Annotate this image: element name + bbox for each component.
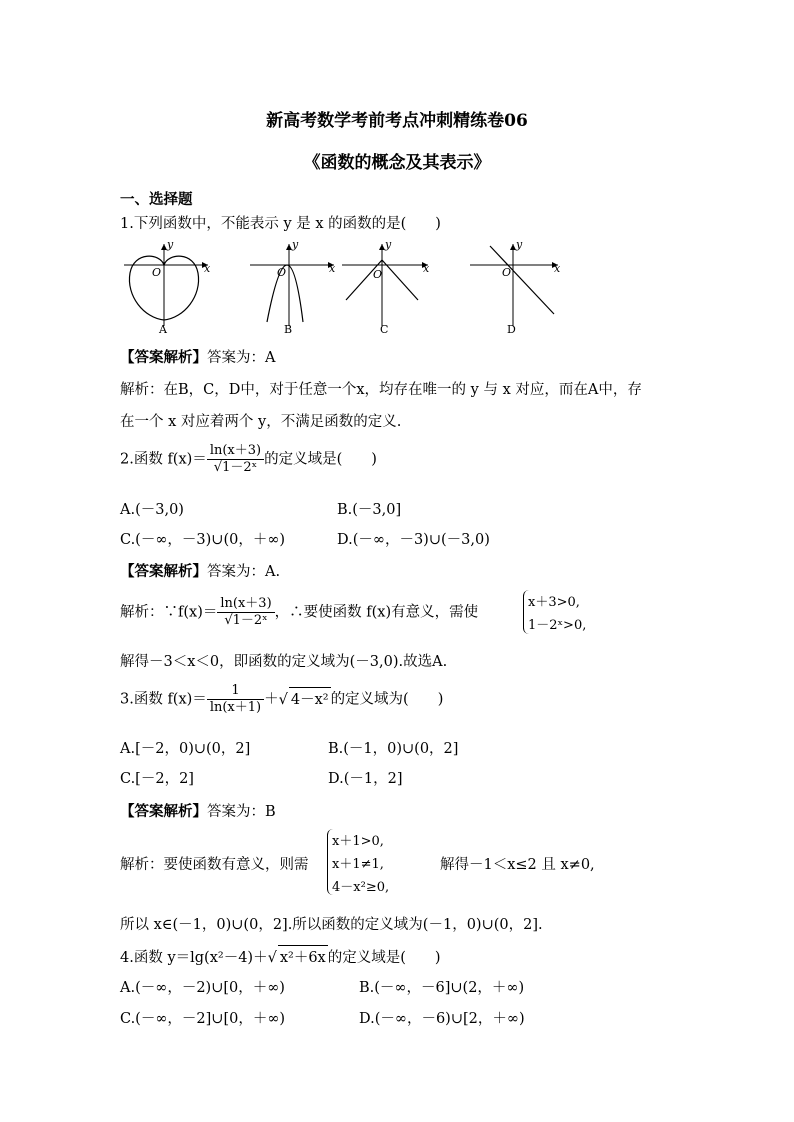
- q3-radicand: 4－x²: [289, 687, 331, 709]
- graph-c-x-label: x: [423, 262, 430, 275]
- q1-explanation-line2: 在一个 x 对应着两个 y，不满足函数的定义.: [120, 414, 402, 430]
- graph-d-origin: O: [502, 266, 512, 279]
- graph-d-label: D: [507, 323, 516, 336]
- q4-option-c: C.(－∞，－2]∪[0，＋∞): [120, 1011, 286, 1027]
- answer-text: 答案为：A.: [207, 564, 281, 580]
- q2-exp-denominator: √1－2ˣ: [217, 612, 274, 629]
- graph-c: [342, 244, 428, 326]
- q3-exp-post: 解得－1＜x≤2 且 x≠0,: [440, 857, 595, 873]
- q2-fraction: [207, 443, 264, 476]
- q2-exp-fraction: [217, 596, 274, 629]
- q2-stem-post: 的定义域是( ): [264, 451, 377, 468]
- graph-c-y-label: y: [385, 238, 392, 251]
- graph-b-x-label: x: [329, 262, 336, 275]
- q3-denominator: ln(x＋1): [207, 699, 264, 716]
- answer-tag: 【答案解析】: [120, 349, 207, 366]
- graph-d-x-label: x: [554, 262, 561, 275]
- q4-stem-post: 的定义域是( ): [327, 950, 441, 966]
- q3-option-a: A.[－2，0)∪(0，2]: [120, 741, 251, 757]
- q3-cond-1: x＋1>0,: [332, 834, 384, 849]
- q3-exp-pre: 解析：要使函数有意义，则需: [120, 857, 309, 873]
- graph-b-origin: O: [277, 266, 287, 279]
- graph-b-label: B: [284, 323, 293, 336]
- q3-answer: [120, 800, 276, 821]
- q2-option-c: C.(－∞，－3)∪(0，＋∞): [120, 532, 286, 548]
- q4-radicand: x²＋6x: [278, 945, 328, 967]
- q2-option-d: D.(－∞，－3)∪(－3,0): [337, 532, 490, 548]
- q1-answer: [120, 346, 275, 367]
- q3-stem: [120, 683, 443, 716]
- q2-stem: [120, 443, 377, 476]
- q3-option-d: D.(－1，2]: [328, 771, 403, 787]
- q4-stem: [120, 945, 441, 967]
- q2-cond-2: 1－2ˣ>0,: [528, 618, 587, 633]
- q3-fraction: [207, 683, 264, 716]
- q3-radical: √ 4－x²: [279, 692, 331, 708]
- graph-a-y-label: y: [167, 238, 174, 251]
- q2-exp-mid: ，∴要使函数 f(x)有意义，需使: [274, 604, 479, 621]
- section-heading: 一、选择题: [120, 191, 193, 208]
- q2-cond-1: x＋3>0,: [528, 595, 580, 610]
- q3-cond-3: 4－x²≥0,: [332, 880, 390, 895]
- graph-b-y-label: y: [292, 238, 299, 251]
- answer-tag: 【答案解析】: [120, 803, 207, 820]
- q4-radical: √ x²＋6x: [268, 950, 328, 966]
- q2-explanation-line1: [120, 596, 478, 629]
- q3-plus: ＋: [264, 691, 279, 708]
- q4-option-b: B.(－∞，－6]∪(2，＋∞): [359, 980, 525, 996]
- q4-option-d: D.(－∞，－6)∪[2，＋∞): [359, 1011, 525, 1027]
- graph-d: [470, 244, 558, 326]
- answer-text: 答案为：B: [207, 804, 276, 820]
- q1-stem: 1.下列函数中，不能表示 y 是 x 的函数的是( ): [120, 216, 441, 232]
- q3-option-c: C.[－2，2]: [120, 771, 194, 787]
- q1-explanation-line1: 解析：在B，C，D中，对于任意一个x，均存在唯一的 y 与 x 对应，而在A中，存: [120, 382, 642, 398]
- q3-numerator: 1: [231, 683, 240, 698]
- graph-d-y-label: y: [516, 238, 523, 251]
- q2-exp-pre: 解析：∵f(x)＝: [120, 604, 218, 621]
- q3-stem-pre: 3.函数 f(x)＝: [120, 691, 207, 708]
- q3-stem-post: 的定义域为( ): [330, 691, 444, 708]
- graph-c-label: C: [380, 323, 389, 336]
- q4-option-a: A.(－∞，－2)∪[0，＋∞): [120, 980, 285, 996]
- page-subtitle: 《函数的概念及其表示》: [303, 153, 491, 173]
- q2-denominator: √1－2ˣ: [207, 459, 264, 476]
- q2-exp-numerator: ln(x＋3): [220, 596, 272, 611]
- q2-explanation-line2: 解得－3＜x＜0，即函数的定义域为(－3,0).故选A.: [120, 654, 448, 670]
- q2-stem-pre: 2.函数 f(x)＝: [120, 451, 207, 468]
- graph-a: [124, 244, 208, 326]
- graph-a-label: A: [159, 323, 167, 336]
- page-title: 新高考数学考前考点冲刺精练卷06: [266, 111, 528, 131]
- q2-answer: [120, 560, 280, 581]
- q2-option-b: B.(－3,0]: [337, 502, 402, 518]
- q1-graphs: [118, 238, 568, 338]
- graph-a-x-label: x: [204, 262, 211, 275]
- q3-option-b: B.(－1，0)∪(0，2]: [328, 741, 459, 757]
- answer-text: 答案为：A: [207, 350, 276, 366]
- q2-numerator: ln(x＋3): [209, 443, 262, 458]
- q4-stem-pre: 4.函数 y＝lg(x²－4)＋: [120, 950, 268, 966]
- graph-c-origin: O: [373, 268, 383, 281]
- q3-cond-2: x＋1≠1,: [332, 857, 384, 872]
- answer-tag: 【答案解析】: [120, 563, 207, 580]
- graph-a-origin: O: [152, 266, 162, 279]
- q3-explanation-line2: 所以 x∈(－1，0)∪(0，2].所以函数的定义域为(－1，0)∪(0，2].: [120, 917, 543, 933]
- q2-option-a: A.(－3,0): [120, 502, 184, 518]
- graph-b: [250, 244, 334, 326]
